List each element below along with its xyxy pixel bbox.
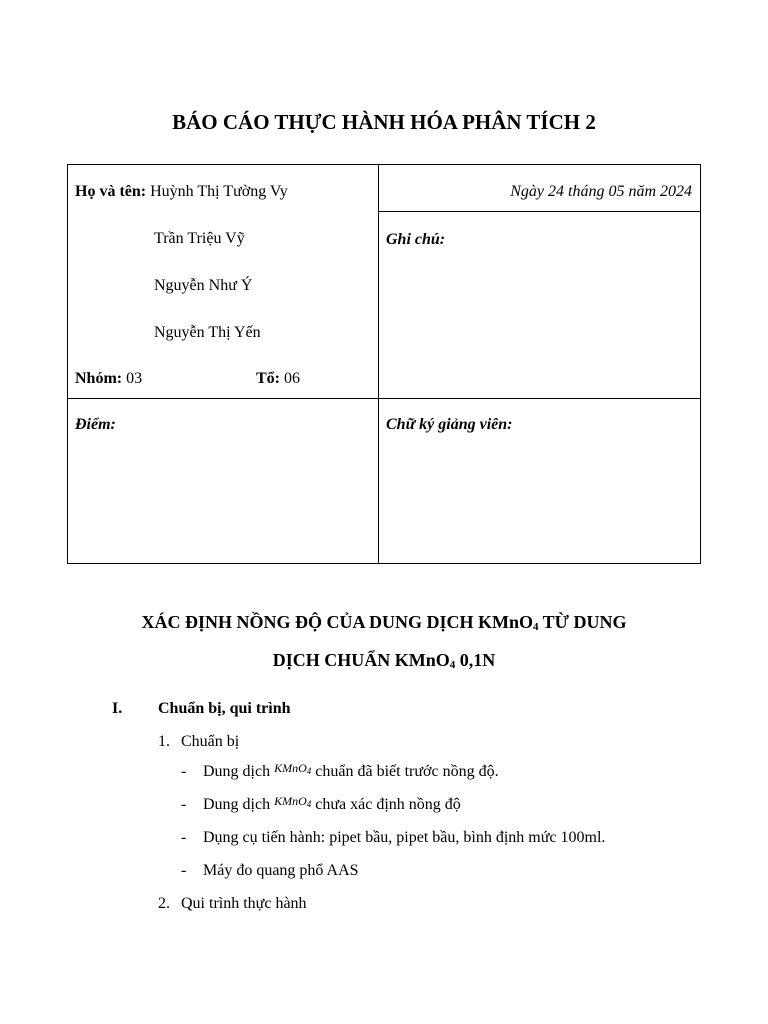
chem-subscript: 4 (306, 766, 312, 776)
section-heading-line1 (0, 612, 768, 633)
heading-subscript: 4 (533, 621, 539, 633)
note-label: Ghi chú: (386, 231, 446, 248)
list-item: Máy đo quang phổ AAS (203, 862, 359, 879)
member-name: Huỳnh Thị Tường Vy (150, 183, 288, 200)
group-row (75, 369, 142, 389)
bullet-dash: - (181, 763, 187, 780)
name-label: Họ và tên: (75, 183, 147, 200)
report-date: Ngày 24 tháng 05 năm 2024 (510, 183, 692, 200)
heading-subscript: 4 (449, 659, 456, 671)
team-label: Tổ: (256, 370, 280, 387)
heading-text: XÁC ĐỊNH NỒNG ĐỘ CỦA DUNG DỊCH KMnO (141, 612, 533, 632)
name-row (75, 182, 288, 202)
part-heading: Chuẩn bị, qui trình (158, 700, 291, 717)
chem-formula (274, 794, 311, 808)
bullet-dash: - (181, 829, 187, 846)
step-label: Chuẩn bị (181, 733, 240, 750)
list-item (203, 796, 461, 814)
heading-text: TỪ DUNG (538, 612, 627, 632)
list-item-text: chuẩn đã biết trước nồng độ. (311, 763, 499, 780)
group-label: Nhóm: (75, 370, 123, 387)
group-value: 03 (126, 370, 143, 387)
section-heading-line2 (0, 650, 768, 671)
score-label: Điểm: (75, 416, 116, 433)
chem-main: KMnO (274, 761, 307, 775)
list-item (203, 763, 499, 781)
member-name: Nguyễn Thị Yến (154, 324, 261, 341)
signature-label: Chữ ký giảng viên: (386, 416, 513, 433)
chem-formula (274, 761, 311, 775)
bullet-dash: - (181, 862, 187, 879)
chem-subscript: 4 (306, 799, 312, 809)
heading-text: 0,1N (455, 650, 496, 670)
list-item-text: Dung dịch (203, 763, 275, 780)
member-name: Nguyễn Như Ý (154, 277, 253, 294)
list-item-text: Dung dịch (203, 796, 275, 813)
team-value: 06 (284, 370, 300, 387)
chem-main: KMnO (274, 794, 307, 808)
step-number: 2. (158, 895, 170, 912)
heading-text: DỊCH CHUẨN KMnO (272, 650, 450, 670)
member-name: Trần Triệu Vỹ (154, 230, 245, 247)
step-label: Qui trình thực hành (181, 895, 307, 912)
bullet-dash: - (181, 796, 187, 813)
team-row (256, 369, 300, 389)
part-numeral: I. (112, 700, 123, 717)
report-title: BÁO CÁO THỰC HÀNH HÓA PHÂN TÍCH 2 (172, 110, 596, 134)
list-item: Dụng cụ tiến hành: pipet bầu, pipet bầu, bình định mức 100ml. (203, 829, 606, 846)
step-number: 1. (158, 733, 170, 750)
list-item-text: chưa xác định nồng độ (311, 796, 461, 813)
